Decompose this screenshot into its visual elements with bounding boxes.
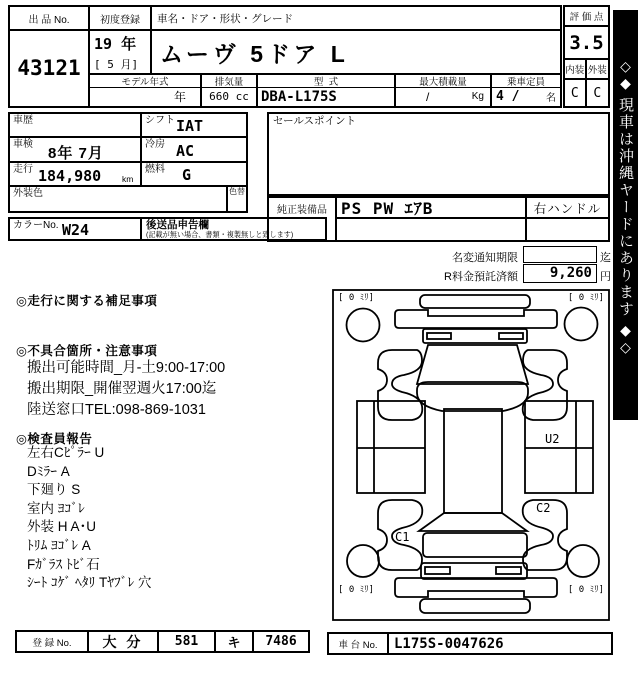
tire-mark-rear-left: [ 0 ﾐﾘ] [338, 585, 375, 595]
reg-number: 7486 [252, 632, 308, 651]
equipment-label-cell [269, 198, 335, 219]
inspector-lines [27, 444, 152, 593]
top-info-table [8, 5, 562, 108]
inspector-line: ｼｰﾄ ｺｹﾞ ﾍﾀﾘ Tﾔﾌﾞﾚ 穴 [27, 575, 152, 591]
chassis-no: L175S-0047626 [387, 634, 611, 653]
aircon-label: 冷房 [145, 139, 165, 150]
car-name-value: ムーヴ 5ドア L [160, 40, 349, 67]
recycle-value: 9,260 [549, 265, 592, 281]
payload-value: / [426, 89, 430, 104]
headlight-right [499, 333, 523, 339]
payload-col [394, 75, 490, 106]
reg-class: 581 [157, 632, 214, 651]
sales-point-box [267, 112, 610, 196]
wheel-front-right [565, 308, 598, 341]
side-panel-right [525, 401, 593, 493]
equipment-empty-cell [335, 219, 525, 240]
later-items-label: 後送品申告欄 [146, 219, 209, 231]
name-change-unit: 迄 [600, 252, 611, 264]
score-box [563, 5, 610, 108]
later-items-note: (記載が無い場合、書類・複製無しと致します) [146, 230, 294, 239]
score-value: 3.5 [565, 27, 608, 60]
inspection-cell [10, 138, 142, 163]
wheel-rear-left [347, 545, 379, 577]
inspector-title: ◎検査員報告 [16, 432, 93, 446]
equipment-box [267, 196, 610, 242]
inspector-line: 外装 H A･U [27, 519, 97, 535]
car-name-cell [152, 7, 560, 75]
name-change-label: 名変通知期限 [452, 252, 518, 264]
displacement-label: 排気量 [202, 75, 256, 88]
reg-kana: キ [214, 632, 252, 651]
history-label: 車歴 [13, 115, 33, 126]
handle-value: 右ハンドル [533, 201, 602, 216]
registration-table [15, 630, 310, 653]
taillight-right [496, 567, 521, 574]
interior-grade: C [565, 80, 587, 106]
auction-no-cell [10, 7, 90, 106]
damage-label-c1: C1 [395, 530, 410, 544]
shift-label: シフト [145, 115, 175, 126]
auction-no-label: 出 品 No. [10, 7, 88, 31]
capacity-unit: 名 [546, 93, 556, 104]
front-panel [423, 329, 527, 343]
cabin [444, 409, 502, 513]
color-change-cell [226, 187, 246, 211]
first-reg-year: 19 年 [94, 35, 137, 53]
okinawa-yard-banner [613, 10, 638, 420]
inspection-value: 8年 7月 [48, 145, 104, 162]
chassis-label: 車 台 No. [338, 639, 378, 651]
tire-mark-front-left: [ 0 ﾐﾘ] [338, 293, 375, 303]
fuel-cell [142, 163, 247, 187]
auction-no-value: 43121 [17, 55, 81, 80]
history-cell [10, 114, 142, 138]
model-code-label: 型 式 [258, 75, 394, 88]
equipment-value: PS PW ｴｱB [341, 199, 434, 218]
chassis-table [327, 632, 613, 655]
capacity-col [490, 75, 560, 106]
model-year-col [90, 75, 200, 106]
interior-label: 内装 [565, 60, 587, 78]
color-no-value: W24 [62, 221, 90, 239]
defect-lines [27, 358, 225, 421]
defect-line: 搬出期限_開催翌週火17:00迄 [27, 381, 217, 397]
car-damage-diagram [332, 289, 610, 621]
mileage-value: 184,980 [38, 167, 102, 185]
yard-notice-text: 現車は沖縄ヤードにあります [617, 97, 634, 318]
shift-cell [142, 114, 247, 138]
capacity-value: 4 / [496, 89, 520, 104]
first-reg-label: 初度登録 [90, 7, 150, 31]
exterior-label: 外装 [587, 65, 607, 76]
payload-unit: Kg [471, 91, 484, 102]
color-no-cell [10, 219, 142, 239]
wheel-front-left [347, 309, 380, 342]
model-code-value: DBA-L175S [261, 88, 337, 105]
inspection-label: 車検 [13, 139, 33, 150]
recycle-label: R料金預託済額 [444, 271, 518, 283]
handle-cell [525, 198, 608, 219]
car-diagram-svg [332, 289, 610, 621]
reg-no-label: 登 録 No. [32, 637, 72, 649]
mileage-label: 走行 [13, 164, 33, 175]
name-change-box [523, 246, 597, 263]
headlight-left [427, 333, 451, 339]
recycle-box [523, 264, 597, 283]
damage-label-c2: C2 [536, 501, 551, 515]
payload-label: 最大積載量 [396, 75, 490, 88]
spec-strip [90, 75, 560, 106]
displacement-value: 660 cc [209, 90, 249, 103]
aircon-cell [142, 138, 247, 163]
model-code-col [256, 75, 394, 106]
exterior-grade: C [593, 85, 602, 101]
capacity-label: 乗車定員 [492, 75, 560, 88]
front-garnish [420, 295, 530, 308]
diamond-filled-icon: ◆ [620, 75, 631, 91]
equipment-value-cell [335, 198, 525, 219]
handle-empty-cell [525, 219, 608, 240]
mileage-cell [10, 163, 142, 187]
fender-front-right [523, 350, 567, 420]
mileage-unit: km [122, 174, 134, 184]
defect-line: 搬出可能時間_月-土9:00-17:00 [27, 360, 226, 376]
first-reg-month: [ 5 月] [94, 58, 139, 71]
rear-window [419, 513, 527, 531]
defect-line: 陸送窓口TEL:098-869-1031 [27, 402, 206, 418]
diamond-outline-icon: ◇ [620, 58, 631, 74]
reg-region: 大 分 [87, 632, 157, 651]
tail-panel [421, 563, 527, 579]
mileage-note-title: ◎走行に関する補足事項 [16, 294, 158, 308]
defect-title: ◎不具合箇所・注意事項 [16, 344, 158, 358]
fuel-label: 燃料 [145, 164, 165, 175]
inspector-line: ﾄﾘﾑ ﾖｺﾞﾚ A [27, 537, 91, 553]
inspector-line: 室内 ﾖｺﾞﾚ [27, 500, 85, 516]
rear-hatch [423, 533, 527, 557]
front-bumper [395, 310, 557, 328]
recycle-unit: 円 [600, 271, 611, 283]
shift-value: IAT [176, 117, 204, 135]
side-panel-left [357, 401, 425, 493]
model-year-label: モデル年式 [90, 75, 200, 88]
displacement-col [200, 75, 256, 106]
inspector-line: 左右Cﾋﾟﾗｰ U [27, 445, 105, 460]
diamond-outline-icon: ◇ [620, 339, 631, 355]
fuel-value: G [182, 166, 192, 184]
rear-garnish [420, 599, 530, 613]
inspector-line: Fｶﾞﾗｽ ﾄﾋﾞ石 [27, 556, 100, 572]
tire-mark-rear-right: [ 0 ﾐﾘ] [567, 585, 604, 595]
ext-color-cell [10, 187, 226, 211]
taillight-left [425, 567, 450, 574]
car-name-label: 車名・ドア・形状・グレード [152, 7, 560, 31]
inspector-line: 下廻り S [27, 482, 81, 498]
wheel-rear-right [567, 545, 599, 577]
score-label: 評 価 点 [565, 7, 608, 27]
details-table [8, 112, 248, 213]
aircon-value: AC [176, 142, 195, 160]
color-no-label: カラーNo. [13, 220, 59, 231]
damage-label-u2: U2 [545, 432, 560, 446]
diamond-filled-icon: ◆ [620, 322, 631, 338]
tire-mark-front-right: [ 0 ﾐﾘ] [567, 293, 604, 303]
windshield [417, 345, 528, 384]
rear-bumper [395, 578, 557, 597]
equipment-label: 純正装備品 [277, 205, 327, 216]
roof [417, 382, 528, 411]
inspector-line: Dﾐﾗｰ A [27, 463, 70, 479]
model-year-value: 年 [173, 90, 186, 104]
fender-front-left [378, 350, 422, 420]
sales-point-label: セールスポイント [273, 115, 357, 127]
color-change-label: 色替 [229, 187, 245, 196]
ext-color-label: 外装色 [13, 188, 43, 199]
first-reg-cell [90, 7, 152, 75]
